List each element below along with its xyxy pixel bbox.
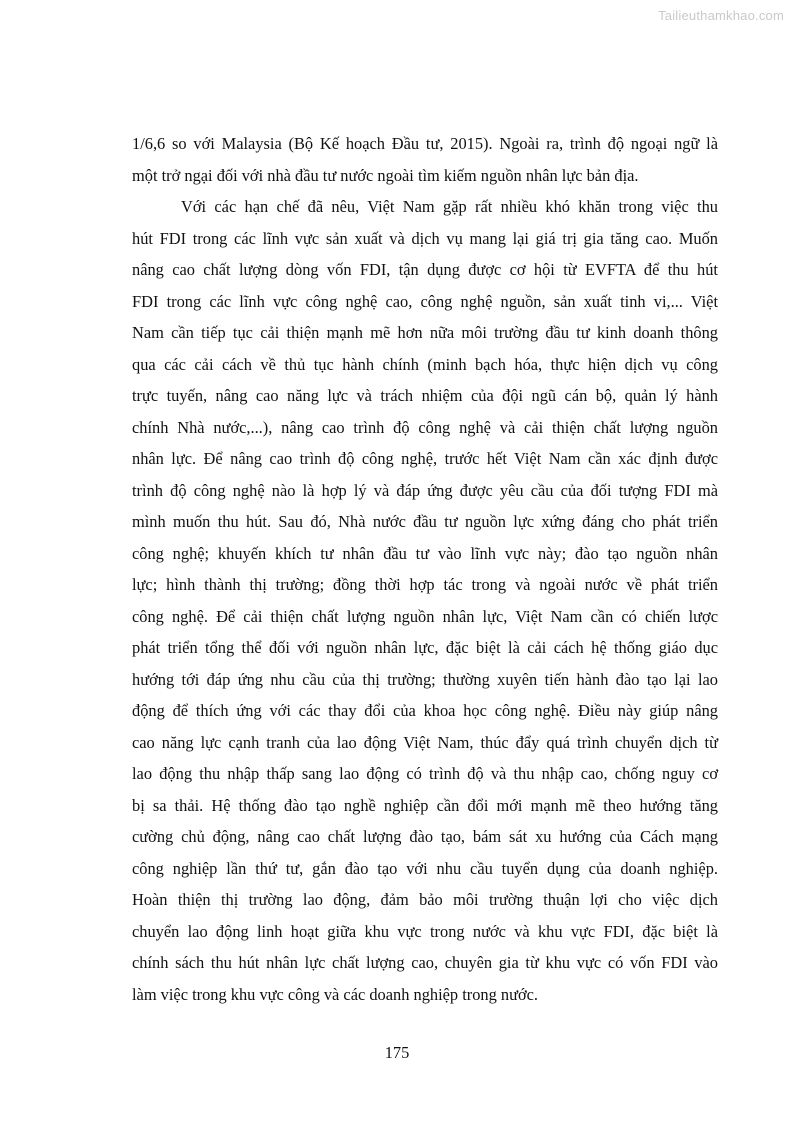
text-line: qua các cải cách về thủ tục hành chính (minh bạch hóa, thực hiện dịch vụ công xyxy=(132,354,718,374)
page-number: 175 xyxy=(384,1043,410,1062)
paragraph xyxy=(132,191,718,1010)
text-line: chính Nhà nước,...), nâng cao trình độ công nghệ và cải thiện chất lượng nguồn xyxy=(132,417,718,437)
text-line: mình muốn thu hút. Sau đó, Nhà nước đầu tư nguồn lực xứng đáng cho phát triển xyxy=(132,512,718,531)
text-line: bị sa thải. Hệ thống đào tạo nghề nghiệp cần đổi mới mạnh mẽ theo hướng tăng xyxy=(132,795,718,815)
text-line: nhân lực. Để nâng cao trình độ công nghệ, trước hết Việt Nam cần xác định được xyxy=(132,449,718,468)
text-line: một trở ngại đối với nhà đầu tư nước ngoài tìm kiếm nguồn nhân lực bản địa. xyxy=(132,165,639,185)
text-line: Nam cần tiếp tục cải thiện mạnh mẽ hơn nữa môi trường đầu tư kinh doanh thông xyxy=(132,323,718,342)
text-line: trình độ công nghệ nào là hợp lý và đáp ứng được yêu cầu của đối tượng FDI mà xyxy=(132,480,718,500)
watermark: Tailieuthamkhao.com xyxy=(658,8,784,23)
text-line: chính sách thu hút nhân lực chất lượng cao, chuyên gia từ khu vực có vốn FDI vào xyxy=(132,953,718,972)
text-line: trực tuyến, nâng cao năng lực và trách nhiệm của đội ngũ cán bộ, quản lý hành xyxy=(132,386,718,405)
text-line: lao động thu nhập thấp sang lao động có trình độ và thu nhập cao, chống nguy cơ xyxy=(132,764,718,783)
text-line: động để thích ứng với các thay đổi của khoa học công nghệ. Điều này giúp nâng xyxy=(132,701,718,720)
text-line: công nghệ; khuyến khích tư nhân đầu tư vào lĩnh vực này; đào tạo nguồn nhân xyxy=(132,543,718,563)
text-line: cường chủ động, nâng cao chất lượng đào tạo, bám sát xu hướng của Cách mạng xyxy=(132,827,718,846)
text-line: FDI trong các lĩnh vực công nghệ cao, công nghệ nguồn, sản xuất tinh vi,... Việt xyxy=(132,291,718,311)
text-line: lực; hình thành thị trường; đồng thời hợp tác trong và ngoài nước về phát triển xyxy=(132,575,718,594)
text-line: cao năng lực cạnh tranh của lao động Việt Nam, thúc đẩy quá trình chuyển dịch từ xyxy=(132,732,718,752)
text-line: phát triển tổng thể đối với nguồn nhân lực, đặc biệt là cải cách hệ thống giáo dục xyxy=(132,638,718,657)
text-line: làm việc trong khu vực công và các doanh nghiệp trong nước. xyxy=(132,984,539,1004)
document-body xyxy=(132,128,718,1010)
text-line: công nghiệp lần thứ tư, gắn đào tạo với nhu cầu tuyển dụng của doanh nghiệp. xyxy=(132,858,718,878)
text-line: chuyển lao động linh hoạt giữa khu vực trong nước và khu vực FDI, đặc biệt là xyxy=(132,921,718,941)
text-line: hút FDI trong các lĩnh vực sản xuất và dịch vụ mang lại giá trị gia tăng cao. Muốn xyxy=(132,228,718,248)
text-line: công nghệ. Để cải thiện chất lượng nguồn nhân lực, Việt Nam cần có chiến lược xyxy=(132,606,718,626)
text-line: hướng tới đáp ứng nhu cầu của thị trường; thường xuyên tiến hành đào tạo lại lao xyxy=(132,669,718,689)
paragraph xyxy=(132,128,718,191)
text-line: nâng cao chất lượng dòng vốn FDI, tận dụng được cơ hội từ EVFTA để thu hút xyxy=(132,260,718,279)
text-line: Hoàn thiện thị trường lao động, đảm bảo môi trường thuận lợi cho việc dịch xyxy=(132,890,718,909)
text-line: Với các hạn chế đã nêu, Việt Nam gặp rất nhiều khó khăn trong việc thu xyxy=(181,197,718,216)
text-line: 1/6,6 so với Malaysia (Bộ Kế hoạch Đầu tư, 2015). Ngoài ra, trình độ ngoại ngữ là xyxy=(132,134,718,153)
